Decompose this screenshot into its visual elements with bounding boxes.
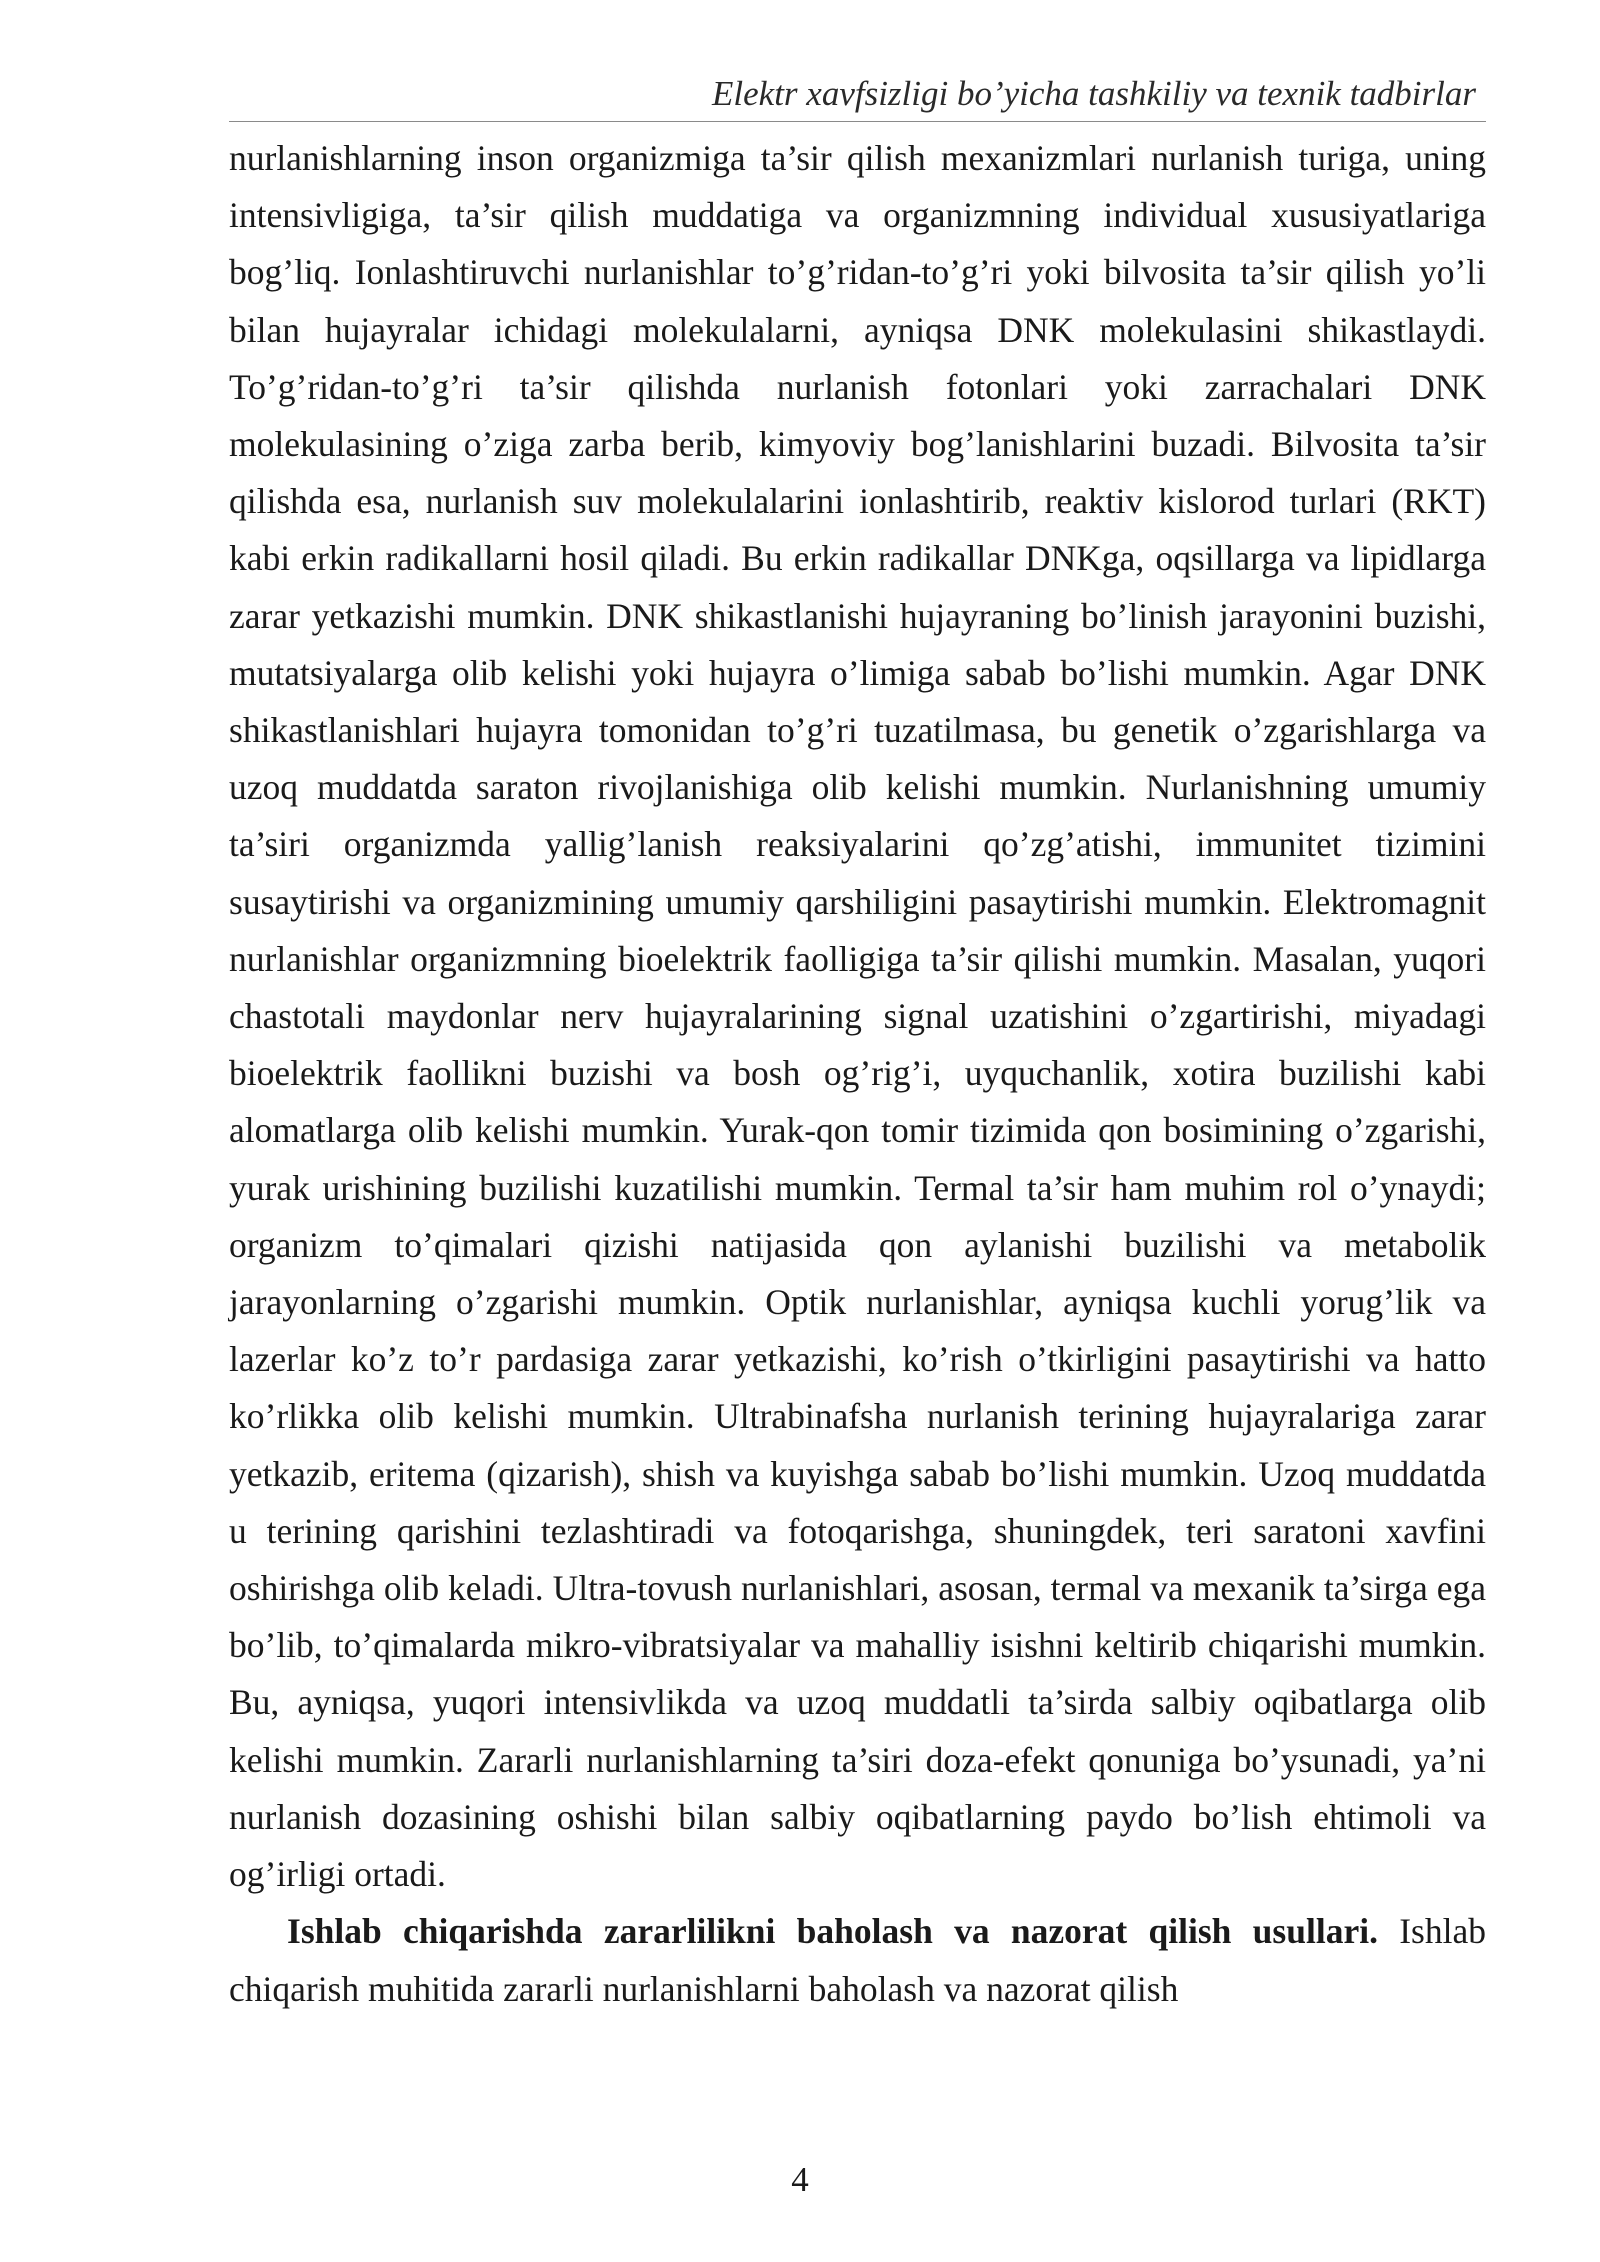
page-number: 4 xyxy=(791,2160,809,2199)
body-paragraph: nurlanishlarning inson organizmiga ta’sir qilish mexanizmlari nurlanish turiga, uning intensivligiga, ta’sir qilish muddatiga va organizmning individual xususiyatlariga bog’liq. Ionlashtiruvchi nurlanishlar to’g’ridan-to’g’ri yoki bilvosita ta’sir qilish yo’li bilan hujayralar ichidagi molekulalarni, ayniqsa DNK molekulasini shikastlaydi. To’g’ridan-to’g’ri ta’sir qilishda nurlanish fotonlari yoki zarrachalari DNK molekulasining o’ziga zarba berib, kimyoviy bog’lanishlarini buzadi. Bilvosita ta’sir qilishda esa, nurlanish suv molekulalarini ionlashtirib, reaktiv kislorod turlari (RKT) kabi erkin radikallarni hosil qiladi. Bu erkin radikallar DNKga, oqsillarga va lipidlarga zarar yetkazishi mumkin. DNK shikastlanishi hujayraning bo’linish jarayonini buzishi, mutatsiyalarga olib kelishi yoki hujayra o’limiga sabab bo’lishi mumkin. Agar DNK shikastlanishlari hujayra tomonidan to’g’ri tuzatilmasa, bu genetik o’zgarishlarga va uzoq muddatda saraton rivojlanishiga olib kelishi mumkin. Nurlanishning umumiy ta’siri organizmda yallig’lanish reaksiyalarini qo’zg’atishi, immunitet tizimini susaytirishi va organizmining umumiy qarshiligini pasaytirishi mumkin. Elektromagnit nurlanishlar organizmning bioelektrik faolligiga ta’sir qilishi mumkin. Masalan, yuqori chastotali maydonlar nerv hujayralarining signal uzatishini o’zgartirishi, miyadagi bioelektrik faollikni buzishi va bosh og’rig’i, uyquchanlik, xotira buzilishi kabi alomatlarga olib kelishi mumkin. Yurak-qon tomir tizimida qon bosimining o’zgarishi, yurak urishining buzilishi kuzatilishi mumkin. Termal ta’sir ham muhim rol o’ynaydi; organizm to’qimalari qizishi natijasida qon aylanishi buzilishi va metabolik jarayonlarning o’zgarishi mumkin. Optik nurlanishlar, ayniqsa kuchli yorug’lik va lazerlar ko’z to’r pardasiga zarar yetkazishi, ko’rish o’tkirligini pasaytirishi va hatto ko’rlikka olib kelishi mumkin. Ultrabinafsha nurlanish terining hujayralariga zarar yetkazib, eritema (qizarish), shish va kuyishga sabab bo’lishi mumkin. Uzoq muddatda u terining qarishini tezlashtiradi va fotoqarishga, shuningdek, teri saratoni xavfini oshirishga olib keladi. Ultra-tovush nurlanishlari, asosan, termal va mexanik ta’sirga ega bo’lib, to’qimalarda mikro-vibratsiyalar va mahalliy isishni keltirib chiqarishi mumkin. Bu, ayniqsa, yuqori intensivlikda va uzoq muddatli ta’sirda salbiy oqibatlarga olib kelishi mumkin. Zararli nurlanishlarning ta’siri doza-efekt qonuniga bo’ysunadi, ya’ni nurlanish dozasining oshishi bilan salbiy oqibatlarning paydo bo’lish ehtimoli va og’irligi ortadi. xyxy=(229,138,1486,1895)
section-text: Ishlab chiqarish muhitida zararli nurlanishlarni baholash va nazorat qilish xyxy=(229,1911,1486,2009)
page-body xyxy=(229,130,1486,2018)
running-header xyxy=(229,70,1486,122)
section-paragraph xyxy=(229,1903,1486,2017)
running-title: Elektr xavfsizligi bo’yicha tashkiliy va texnik tadbirlar xyxy=(712,74,1476,113)
section-heading: Ishlab chiqarishda zararlilikni baholash va nazorat qilish usullari. xyxy=(287,1911,1378,1952)
